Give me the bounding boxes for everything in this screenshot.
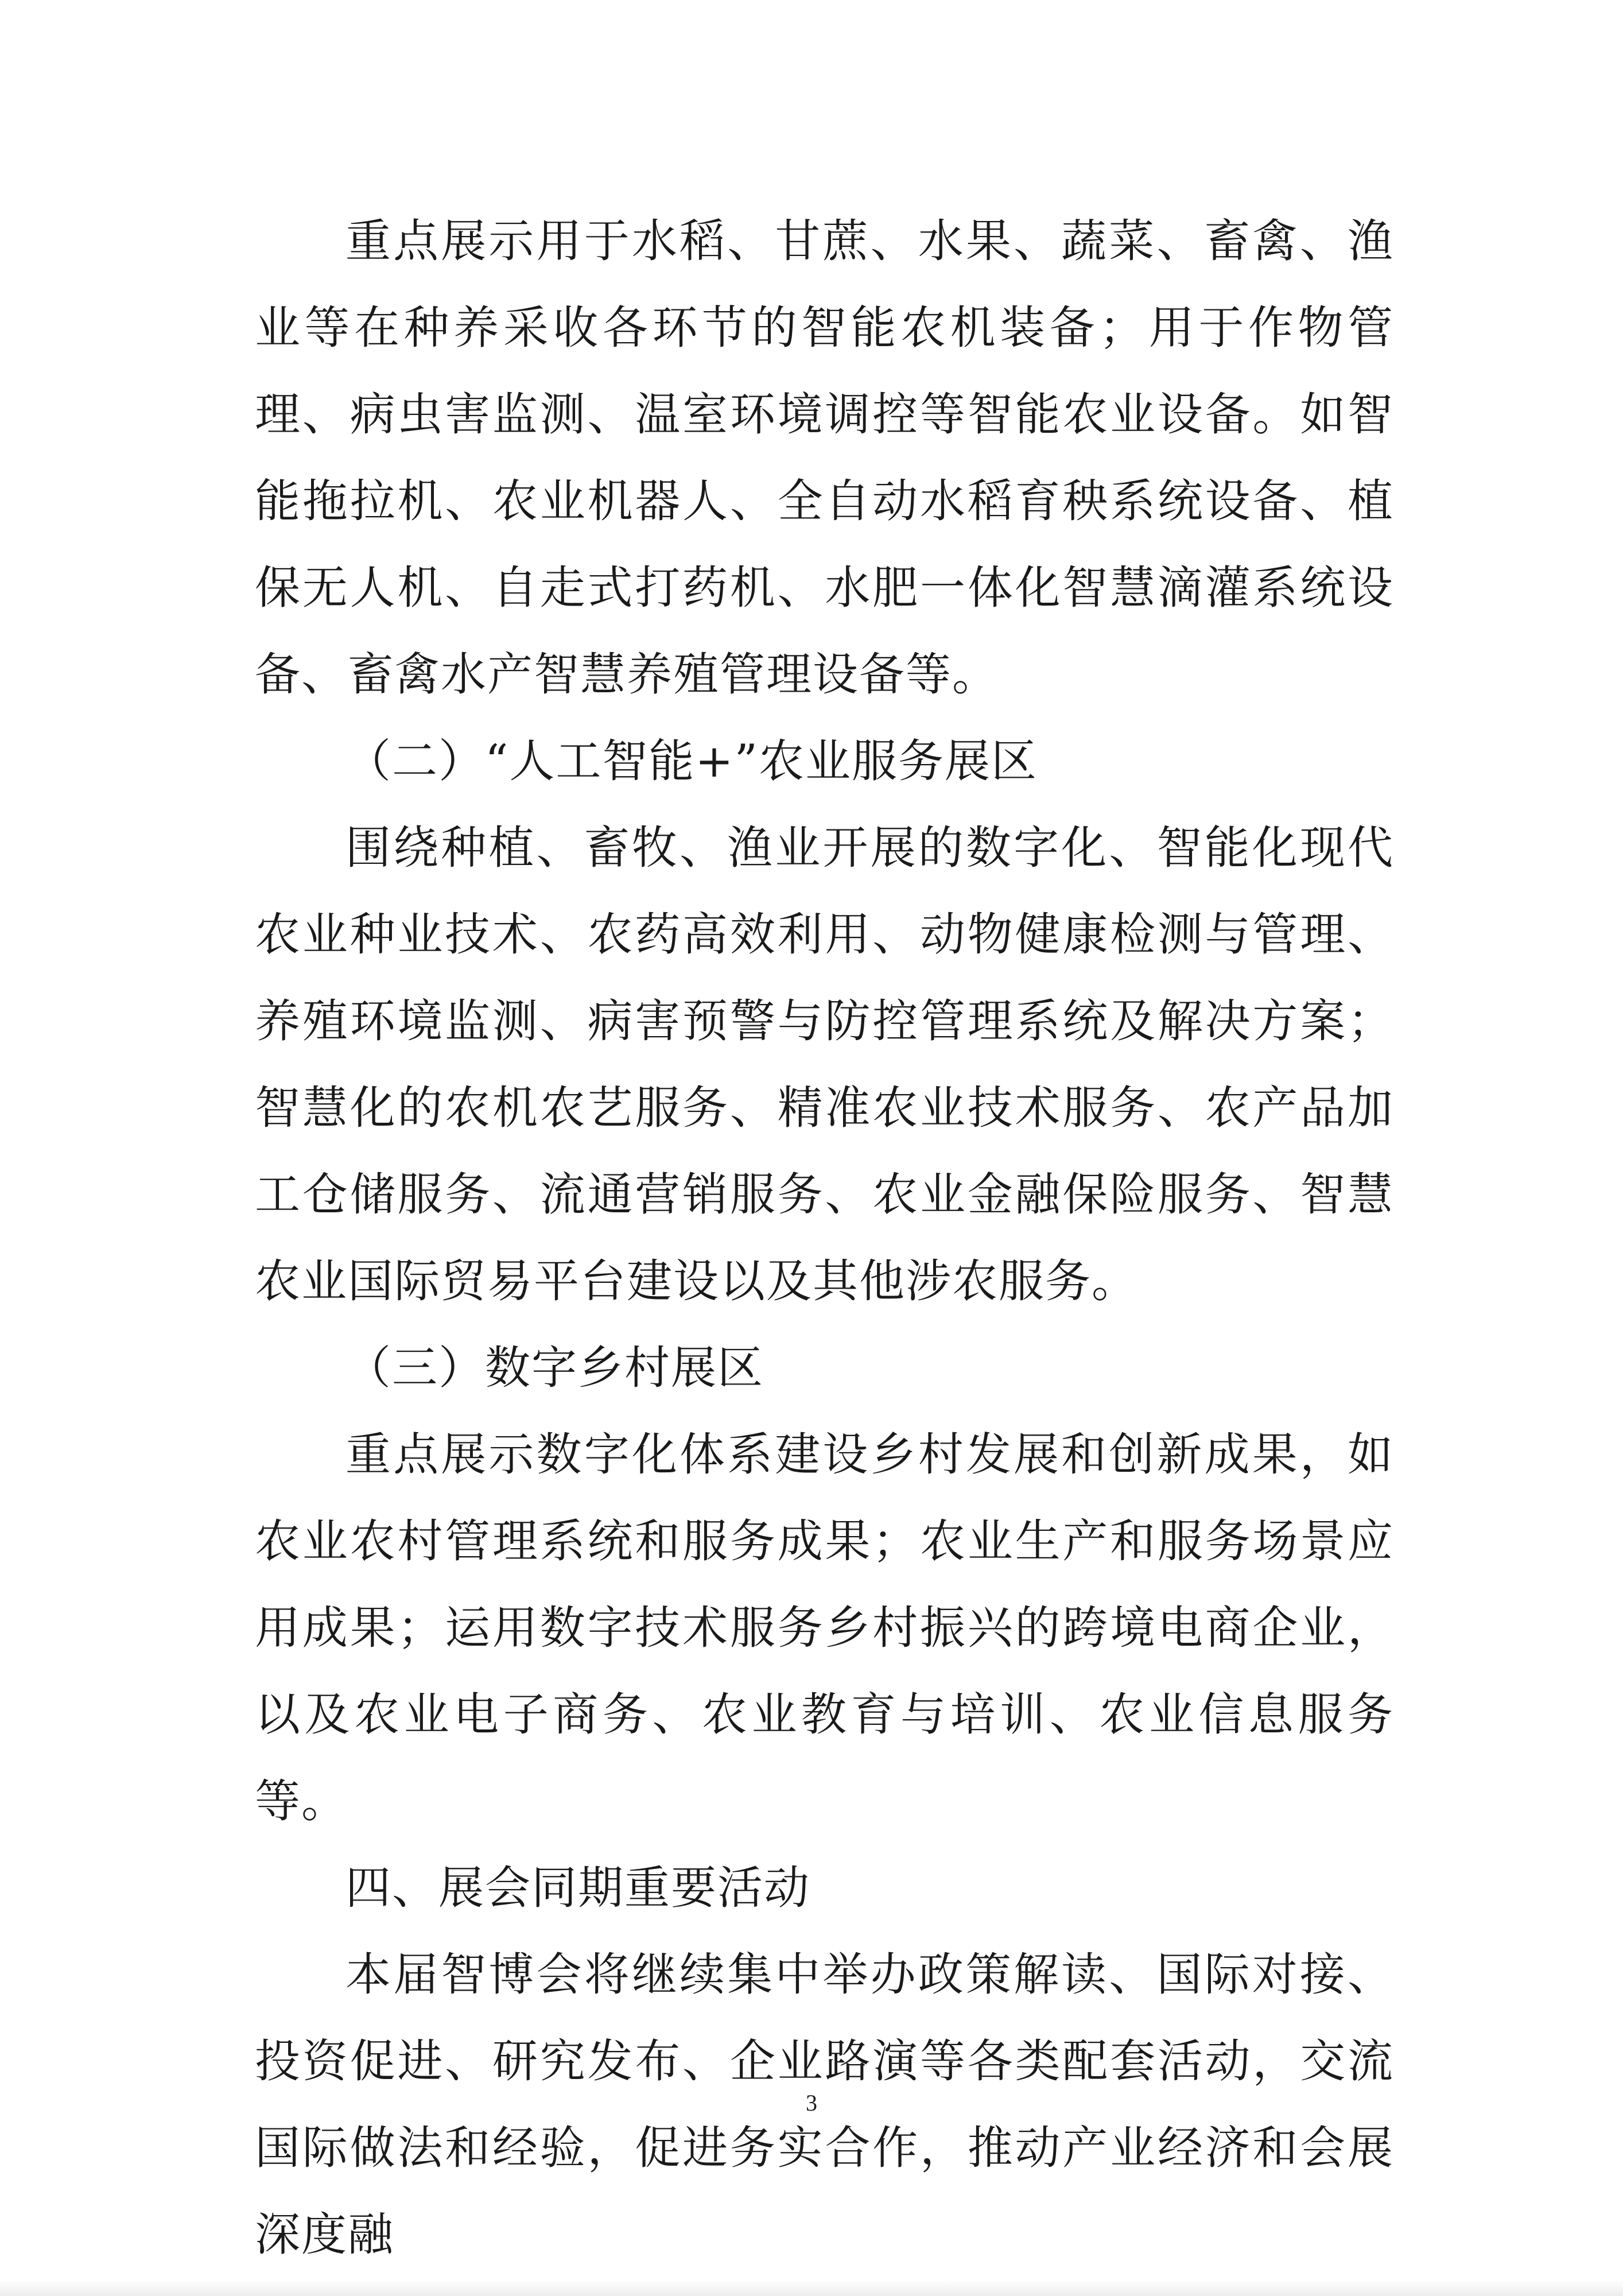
paragraph-concurrent-events: 本届智博会将继续集中举办政策解读、国际对接、投资促进、研究发布、企业路演等各类配套活动，交流国际做法和经验，促进务实合作，推动产业经济和会展深度融: [255, 1948, 1394, 2261]
paragraph-ai-agri-service: 围绕种植、畜牧、渔业开展的数字化、智能化现代农业种业技术、农药高效利用、动物健康检测与管理、养殖环境监测、病害预警与防控管理系统及解决方案；智慧化的农机农艺服务、精准农业技术服务、农产品加工仓储服务、流通营销服务、农业金融保险服务、智慧农业国际贸易平台建设以及其他涉农服务。: [255, 821, 1394, 1308]
document-body: [255, 198, 1394, 2278]
heading-digital-village-zone: （三）数字乡村展区: [345, 1341, 764, 1394]
section-title-concurrent-events: 四、展会同期重要活动: [345, 1861, 810, 1914]
paragraph-smart-agri-equipment: 重点展示用于水稻、甘蔗、水果、蔬菜、畜禽、渔业等在种养采收各环节的智能农机装备；用于作物管理、病虫害监测、温室环境调控等智能农业设备。如智能拖拉机、农业机器人、全自动水稻育秧系统设备、植保无人机、自走式打药机、水肥一体化智慧滴灌系统设备、畜禽水产智慧养殖管理设备等。: [255, 215, 1394, 701]
heading-ai-agri-service-zone: （二）“人工智能+”农业服务展区: [345, 735, 1038, 788]
scan-edge-shadow: [0, 2280, 1623, 2296]
page-number: 3: [806, 2090, 817, 2116]
paragraph-digital-village: 重点展示数字化体系建设乡村发展和创新成果，如农业农村管理系统和服务成果；农业生产和服务场景应用成果；运用数字技术服务乡村振兴的跨境电商企业，以及农业电子商务、农业教育与培训、农业信息服务等。: [255, 1428, 1394, 1828]
